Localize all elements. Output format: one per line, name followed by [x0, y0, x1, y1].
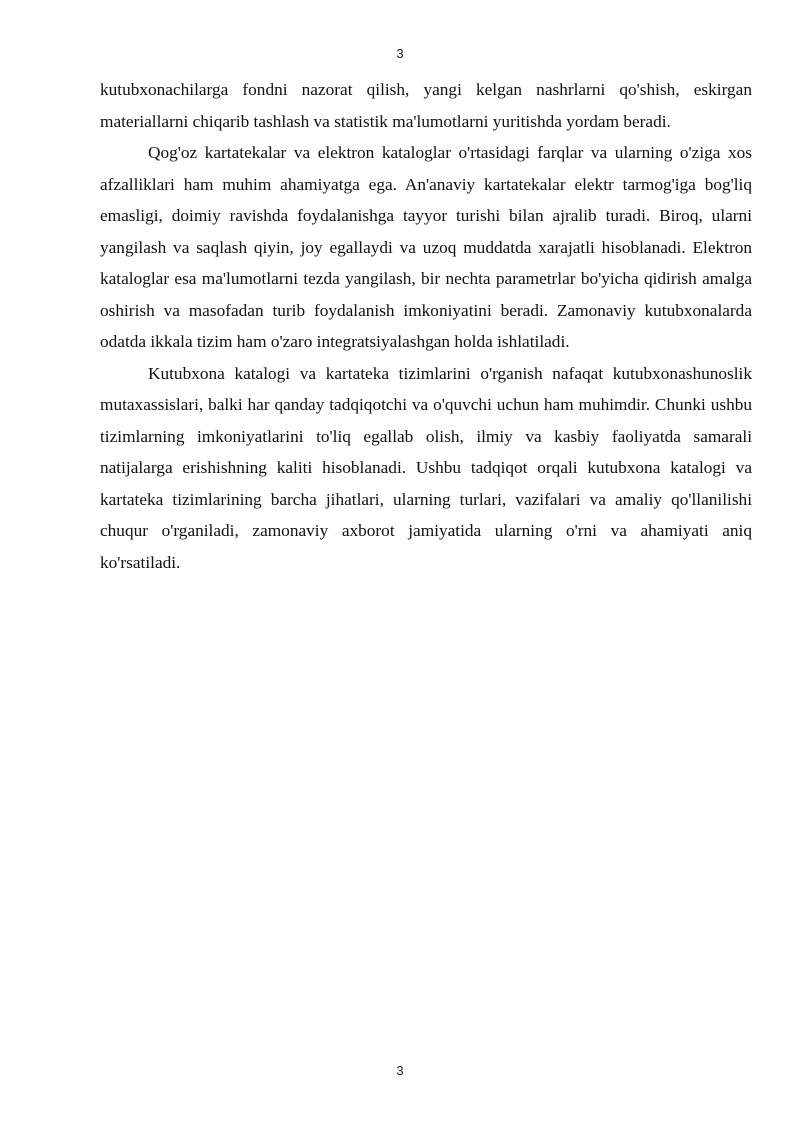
- paragraph-continuation: kutubxonachilarga fondni nazorat qilish, yangi kelgan nashrlarni qo'shish, eskirgan materiallarni chiqarib tashlash va statistik ma'lumotlarni yuritishda yordam beradi.: [100, 80, 752, 131]
- paragraph-catalog-comparison: Qog'oz kartatekalar va elektron kataloglar o'rtasidagi farqlar va ularning o'ziga xos afzalliklari ham muhim ahamiyatga ega. An'anaviy kartatekalar elektr tarmog'iga bog'liq emasligi, doimiy ravishda foydalanishga tayyor turishi bilan ajralib turadi. Biroq, ularni yangilash va saqlash qiyin, joy egallaydi va uzoq muddatda xarajatli hisoblanadi. Elektron kataloglar esa ma'lumotlarni tezda yangilash, bir nechta parametrlar bo'yicha qidirish amalga oshirish va masofadan turib foydalanish imkoniyatini beradi. Zamonaviy kutubxonalarda odatda ikkala tizim ham o'zaro integratsiyalashgan holda ishlatiladi.: [100, 143, 752, 351]
- body-text: [100, 74, 752, 578]
- page-number-bottom: 3: [396, 1063, 404, 1078]
- paragraph-research-importance: Kutubxona katalogi va kartateka tizimlarini o'rganish nafaqat kutubxonashunoslik mutaxassislari, balki har qanday tadqiqotchi va o'quvchi uchun ham muhimdir. Chunki ushbu tizimlarning imkoniyatlarini to'liq egallab olish, ilmiy va kasbiy faoliyatda samarali natijalarga erishishning kaliti hisoblanadi. Ushbu tadqiqot orqali kutubxona katalogi va kartateka tizimlarining barcha jihatlari, ularning turlari, vazifalari va amaliy qo'llanilishi chuqur o'rganiladi, zamonaviy axborot jamiyatida ularning o'rni va ahamiyati aniq ko'rsatiladi.: [100, 363, 752, 572]
- page-number-top: 3: [396, 46, 404, 61]
